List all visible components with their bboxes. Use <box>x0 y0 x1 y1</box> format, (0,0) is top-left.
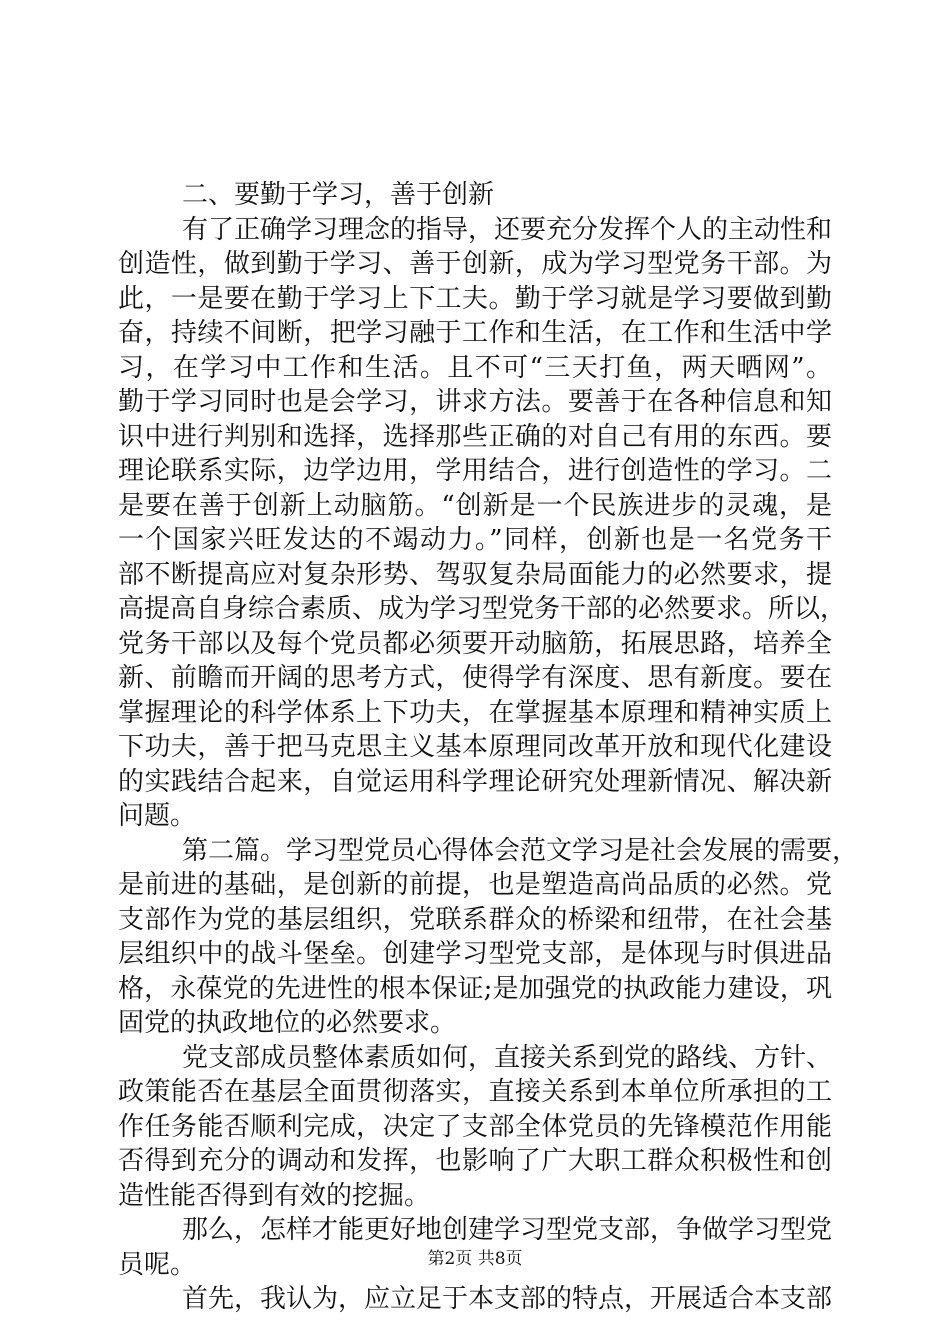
text-line: 层组织中的战斗堡垒。创建学习型党支部，是体现与时俱进品 <box>118 939 832 969</box>
text-line: 党支部成员整体素质如何，直接关系到党的路线、方针、 <box>182 1042 833 1073</box>
text-line: 否得到充分的调动和发挥，也影响了广大职工群众积极性和创 <box>118 1146 832 1176</box>
text-line: 首先，我认为，应立足于本支部的特点，开展适合本支部 <box>182 1284 833 1314</box>
text-line: 格，永葆党的先进性的根本保证;是加强党的执政能力建设，巩 <box>118 973 832 1004</box>
text-line: 是要在善于创新上动脑筋。“创新是一个民族进步的灵魂，是 <box>118 490 832 521</box>
text-line: 政策能否在基层全面贯彻落实，直接关系到本单位所承担的工 <box>118 1077 832 1107</box>
text-line: 党务干部以及每个党员都必须要开动脑筋，拓展思路，培养全 <box>118 628 832 659</box>
text-line: 新、前瞻而开阔的思考方式，使得学有深度、思有新度。要在 <box>118 663 832 693</box>
text-line: 是前进的基础，是创新的前提，也是塑造高尚品质的必然。党 <box>118 870 832 900</box>
text-line: 的实践结合起来，自觉运用科学理论研究处理新情况、解决新 <box>118 766 832 797</box>
page-footer: 第2页 共8页 <box>427 1249 523 1269</box>
text-line: 那么，怎样才能更好地创建学习型党支部，争做学习型党 <box>182 1215 833 1245</box>
text-line: 员呢。 <box>118 1249 197 1280</box>
text-line: 识中进行判别和选择，选择那些正确的对自己有用的东西。要 <box>118 421 832 452</box>
text-line: 勤于学习同时也是会学习，讲求方法。要善于在各种信息和知 <box>118 387 832 417</box>
document-body <box>118 178 859 1317</box>
text-line: 下功夫，善于把马克思主义基本原理同改革开放和现代化建设 <box>118 732 832 762</box>
text-line: 奋，持续不间断，把学习融于工作和生活，在工作和生活中学 <box>118 318 832 348</box>
text-line: 理论联系实际，边学边用，学用结合，进行创造性的学习。二 <box>118 456 832 486</box>
text-line: 二、要勤于学习，善于创新 <box>182 180 495 210</box>
text-line: 一个国家兴旺发达的不竭动力。”同样，创新也是一名党务干 <box>118 525 832 555</box>
text-line: 有了正确学习理念的指导，还要充分发挥个人的主动性和 <box>182 214 833 245</box>
text-line: 固党的执政地位的必然要求。 <box>118 1008 457 1038</box>
text-line: 造性能否得到有效的挖掘。 <box>118 1180 431 1211</box>
text-line: 第二篇。学习型党员心得体会范文学习是社会发展的需要， <box>182 835 859 866</box>
text-line: 掌握理论的科学体系上下功夫，在掌握基本原理和精神实质上 <box>118 697 832 728</box>
text-line: 部不断提高应对复杂形势、驾驭复杂局面能力的必然要求，提 <box>118 559 832 590</box>
text-line: 习，在学习中工作和生活。且不可“三天打鱼，两天晒网”。 <box>118 352 832 383</box>
text-line: 作任务能否顺利完成，决定了支部全体党员的先锋模范作用能 <box>118 1111 832 1142</box>
text-line: 支部作为党的基层组织，党联系群众的桥梁和纽带，在社会基 <box>118 904 832 935</box>
text-line: 问题。 <box>118 801 197 831</box>
text-line: 此，一是要在勤于学习上下工夫。勤于学习就是学习要做到勤 <box>118 283 832 314</box>
text-line: 创造性，做到勤于学习、善于创新，成为学习型党务干部。为 <box>118 249 832 279</box>
text-line: 高提高自身综合素质、成为学习型党务干部的必然要求。所以， <box>118 594 847 624</box>
